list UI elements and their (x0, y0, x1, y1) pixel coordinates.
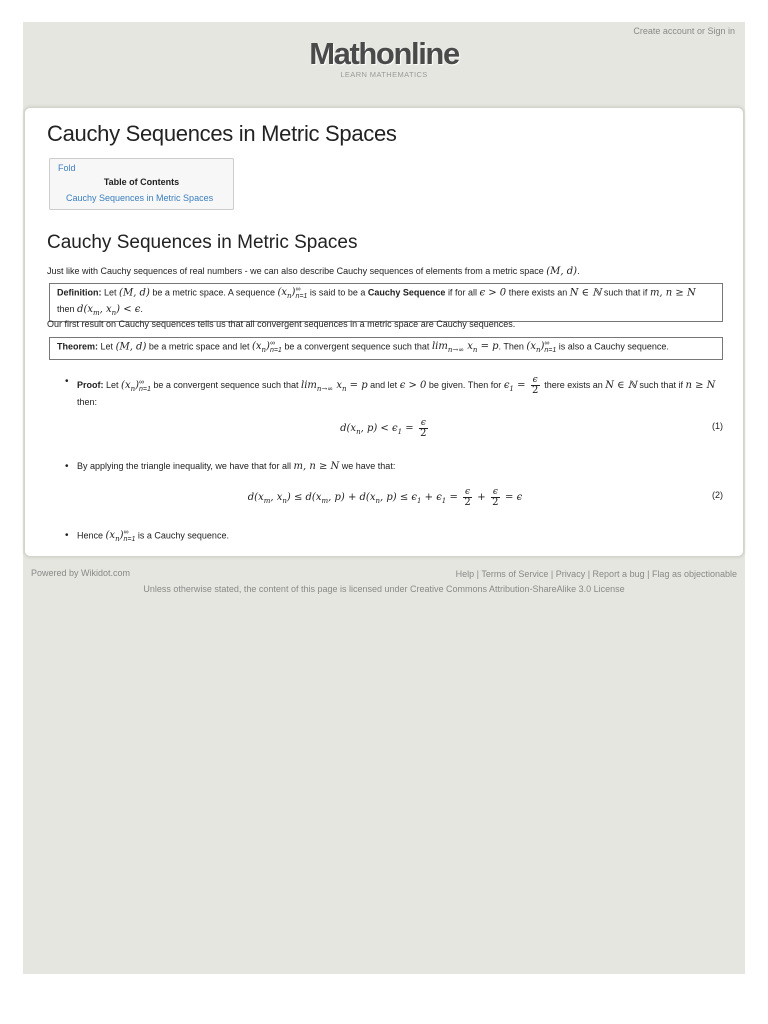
list-item: • Proof: Let $(x_n)$ ∞ n=1 be a convergent sequence such that $\lim_{n\to\infty} x_n = p$ and let ϵ > 0 be given. Then for $\epsilon_1$ = $\frac{\epsilon}{2}$ there exists an N ∈ ℕ such that if n ≥ N then: (65, 375, 725, 409)
proof-text: such that if (639, 380, 683, 390)
theorem-label: Theorem: (57, 341, 99, 352)
toc-title: Table of Contents (103, 177, 180, 187)
logo-title: Mathonline (309, 36, 459, 71)
proof-list-1 (65, 375, 725, 409)
def-text: if for all (447, 287, 477, 298)
intro-paragraph: Just like with Cauchy sequences of real numbers - we can also describe Cauchy sequences of elements from a metric space (M, d). (47, 266, 580, 277)
proof-text: is a Cauchy sequence. (137, 530, 229, 541)
account-links (633, 26, 735, 36)
def-text: such that if (603, 287, 648, 298)
definition-box: Definition: Let (M, d) be a metric space. A sequence $(x_n)$ ∞ n=1 is said to be a Cauchy Sequence if for all ϵ > 0 there exists an N ∈ ℕ such that if m, n ≥ N then $d(x_m$, $x_n) < \epsilon$. (49, 283, 723, 322)
logo-subtitle: LEARN MATHEMATICS (340, 70, 428, 79)
equation-number: (2) (712, 490, 723, 500)
sign-in-link[interactable]: Sign in (707, 26, 735, 36)
proof-text: be given. Then for (428, 380, 502, 390)
proof-list-2 (65, 460, 725, 473)
equation-1: $d(x_n$, $p) < \epsilon_1$ = $\frac{\epsilon}{2}$ (1) (340, 418, 723, 439)
proof-text: Let (106, 380, 119, 390)
table-of-contents (49, 158, 234, 210)
thm-text: be a metric space and let (148, 341, 250, 352)
intro-text: Just like with Cauchy sequences of real numbers - we can also describe Cauchy sequences of elements from a metric space (47, 266, 544, 276)
footer-links: Help | Terms of Service | Privacy | Report a bug | Flag as objectionable (455, 569, 737, 579)
proof-text: Hence (77, 530, 104, 541)
proof-text: we have that: (341, 461, 396, 471)
proof-text: and let (370, 380, 398, 390)
list-item: • By applying the triangle inequality, we have that for all m, n ≥ N we have that: (65, 460, 725, 473)
footer-link-help[interactable]: Help (455, 569, 475, 579)
proof-text: be a convergent sequence such that (153, 380, 299, 390)
proof-text: there exists an (544, 380, 603, 390)
thm-text: . Then (498, 341, 524, 352)
footer-link-flag[interactable]: Flag as objectionable (651, 569, 737, 579)
create-account-link[interactable]: Create account (633, 26, 695, 36)
equation-2: $d(x_m$, $x_n) \le d(x_m$, $p) + d(x_n$, $p) \le \epsilon_1 + \epsilon_1$ = $\frac{\epsilon}{2}$ + $\frac{\epsilon}{2}$ = ϵ (2) (247, 487, 723, 508)
page-title: Cauchy Sequences in Metric Spaces (47, 121, 397, 146)
license-text: Unless otherwise stated, the content of this page is licensed under Creative Commons Attribution-ShareAlike 3.0 License (143, 584, 625, 594)
toc-fold-link[interactable]: Fold (58, 163, 76, 173)
proof-text: then: (77, 397, 98, 407)
definition-label: Definition: (57, 287, 102, 298)
footer-link-privacy[interactable]: Privacy (555, 569, 586, 579)
thm-text: is also a Cauchy sequence. (558, 341, 669, 352)
thm-text: Let (100, 341, 114, 352)
result-paragraph: Our first result on Cauchy sequences tells us that all convergent sequences in a metric space are Cauchy sequences. (47, 319, 516, 329)
def-text: then (57, 303, 75, 314)
theorem-box: Theorem: Let (M, d) be a metric space and let $(x_n)$ ∞ n=1 be a convergent sequence such that $\lim_{n\to\infty} x_n = p$. Then $(x_n)$ ∞ n=1 is also a Cauchy sequence. (49, 337, 723, 360)
proof-label: Proof: (77, 380, 104, 390)
main-content (24, 107, 744, 557)
list-item: • Hence $(x_n)$ ∞ n=1 is a Cauchy sequence. (65, 529, 725, 546)
def-text: Let (104, 287, 117, 298)
or-text: or (696, 26, 705, 36)
page-frame (23, 22, 745, 974)
site-logo[interactable] (23, 37, 745, 79)
def-text: there exists an (508, 287, 568, 298)
powered-by-link[interactable]: Powered by Wikidot.com (31, 568, 131, 578)
section-title: Cauchy Sequences in Metric Spaces (47, 232, 358, 253)
toc-link[interactable]: Cauchy Sequences in Metric Spaces (66, 193, 214, 203)
footer-link-report[interactable]: Report a bug (592, 569, 645, 579)
footer-link-terms[interactable]: Terms of Service (481, 569, 549, 579)
equation-number: (1) (712, 421, 723, 431)
proof-list-3 (65, 529, 725, 546)
thm-text: be a convergent sequence such that (284, 341, 430, 352)
def-text: be a metric space. A sequence (152, 287, 275, 298)
proof-text: By applying the triangle inequality, we have that for all (77, 461, 291, 471)
def-bold: Cauchy Sequence (367, 287, 446, 298)
def-text: is said to be a (309, 287, 366, 298)
